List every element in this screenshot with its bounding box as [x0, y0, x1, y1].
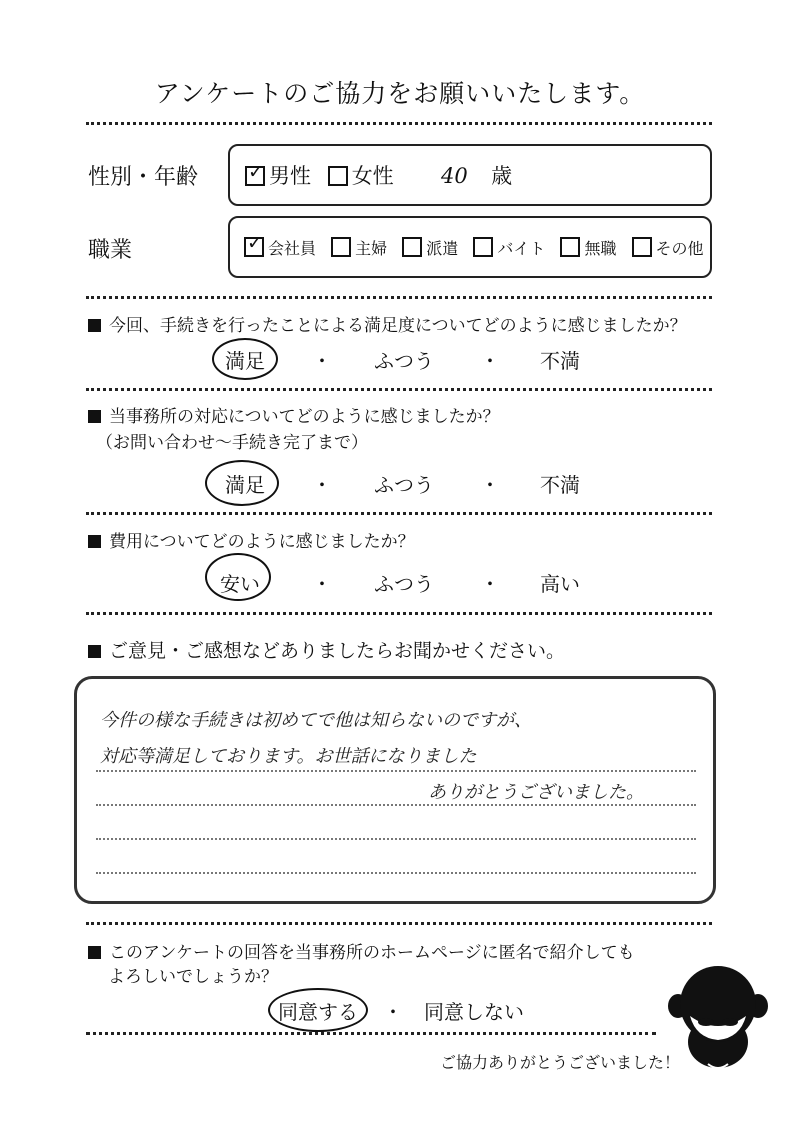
- q3-choice-normal[interactable]: ふつう: [374, 572, 434, 596]
- part-time-checkbox[interactable]: [473, 237, 493, 257]
- divider: [86, 296, 712, 299]
- separator: ・: [312, 572, 332, 596]
- male-option[interactable]: ✓ 男性: [245, 160, 311, 190]
- comment-line-1: 今件の様な手続きは初めてで他は知らないのですが、: [100, 710, 532, 731]
- ruled-line: [96, 770, 696, 772]
- divider: [86, 612, 712, 615]
- divider: [86, 388, 712, 391]
- q2-choice-dissatisfied[interactable]: 不満: [540, 473, 580, 497]
- separator: ・: [312, 473, 332, 497]
- housewife-checkbox[interactable]: [331, 237, 351, 257]
- male-checkbox[interactable]: [245, 166, 265, 186]
- comment-line-3: ありがとうございました。: [428, 782, 644, 803]
- question-2: 当事務所の対応についてどのように感じましたか？: [88, 402, 500, 427]
- female-option[interactable]: 女性: [328, 160, 394, 190]
- square-bullet-icon: [88, 410, 101, 423]
- divider: [86, 1032, 656, 1035]
- occupation-label: 職業: [88, 238, 133, 263]
- occupation-option-company-employee[interactable]: ✓ 会社員: [244, 236, 316, 259]
- q1-choice-dissatisfied[interactable]: 不満: [540, 349, 580, 373]
- occupation-option-unemployed[interactable]: 無職: [560, 236, 616, 259]
- company-employee-checkbox[interactable]: [244, 237, 264, 257]
- question-1: 今回、手続きを行ったことによる満足度についてどのように感じましたか？: [88, 311, 687, 336]
- separator: ・: [480, 349, 500, 373]
- occupation-option-other[interactable]: その他: [632, 236, 704, 259]
- age-unit: 歳: [491, 164, 513, 188]
- comment-line-2: 対応等満足しております。お世話になりました: [100, 746, 477, 767]
- gender-age-options: [245, 160, 512, 190]
- ruled-line: [96, 838, 696, 840]
- ruled-line: [96, 804, 696, 806]
- separator: ・: [480, 473, 500, 497]
- question-5-cont: よろしいでしょうか？: [108, 967, 278, 987]
- unemployed-checkbox[interactable]: [560, 237, 580, 257]
- occupation-options: [244, 236, 704, 259]
- separator: ・: [383, 1000, 403, 1024]
- question-4: ご意見・ご感想などありましたらお聞かせください。: [88, 636, 565, 663]
- question-2-sub: （お問い合わせ～手続き完了まで）: [96, 433, 368, 453]
- dispatch-checkbox[interactable]: [402, 237, 422, 257]
- square-bullet-icon: [88, 535, 101, 548]
- other-checkbox[interactable]: [632, 237, 652, 257]
- divider: [86, 512, 712, 515]
- q5-choice-agree[interactable]: 同意する: [278, 1000, 358, 1024]
- ruled-line: [96, 872, 696, 874]
- divider: [86, 122, 712, 125]
- square-bullet-icon: [88, 946, 101, 959]
- separator: ・: [312, 349, 332, 373]
- question-3: 費用についてどのように感じましたか？: [88, 527, 415, 552]
- separator: ・: [480, 572, 500, 596]
- occupation-option-part-time[interactable]: バイト: [473, 236, 545, 259]
- q5-choice-disagree[interactable]: 同意しない: [424, 1000, 524, 1024]
- square-bullet-icon: [88, 645, 101, 658]
- closing-message: ご協力ありがとうございました！: [440, 1053, 681, 1072]
- q2-choice-satisfied[interactable]: 満足: [225, 473, 265, 497]
- square-bullet-icon: [88, 319, 101, 332]
- q3-choice-expensive[interactable]: 高い: [540, 572, 580, 596]
- age-value[interactable]: 40: [441, 164, 468, 188]
- mascot-illustration: [668, 964, 768, 1074]
- q1-choice-satisfied[interactable]: 満足: [225, 349, 265, 373]
- survey-title: アンケートのご協力をお願いいたします。: [154, 79, 646, 108]
- q3-choice-cheap[interactable]: 安い: [220, 572, 260, 596]
- divider: [86, 922, 712, 925]
- female-checkbox[interactable]: [328, 166, 348, 186]
- q1-choice-normal[interactable]: ふつう: [374, 349, 434, 373]
- q2-choice-normal[interactable]: ふつう: [374, 473, 434, 497]
- occupation-option-housewife[interactable]: 主婦: [331, 236, 387, 259]
- gender-age-label: 性別・年齢: [88, 165, 199, 190]
- question-5: このアンケートの回答を当事務所のホームページに匿名で紹介しても: [88, 938, 635, 963]
- occupation-option-dispatch[interactable]: 派遣: [402, 236, 458, 259]
